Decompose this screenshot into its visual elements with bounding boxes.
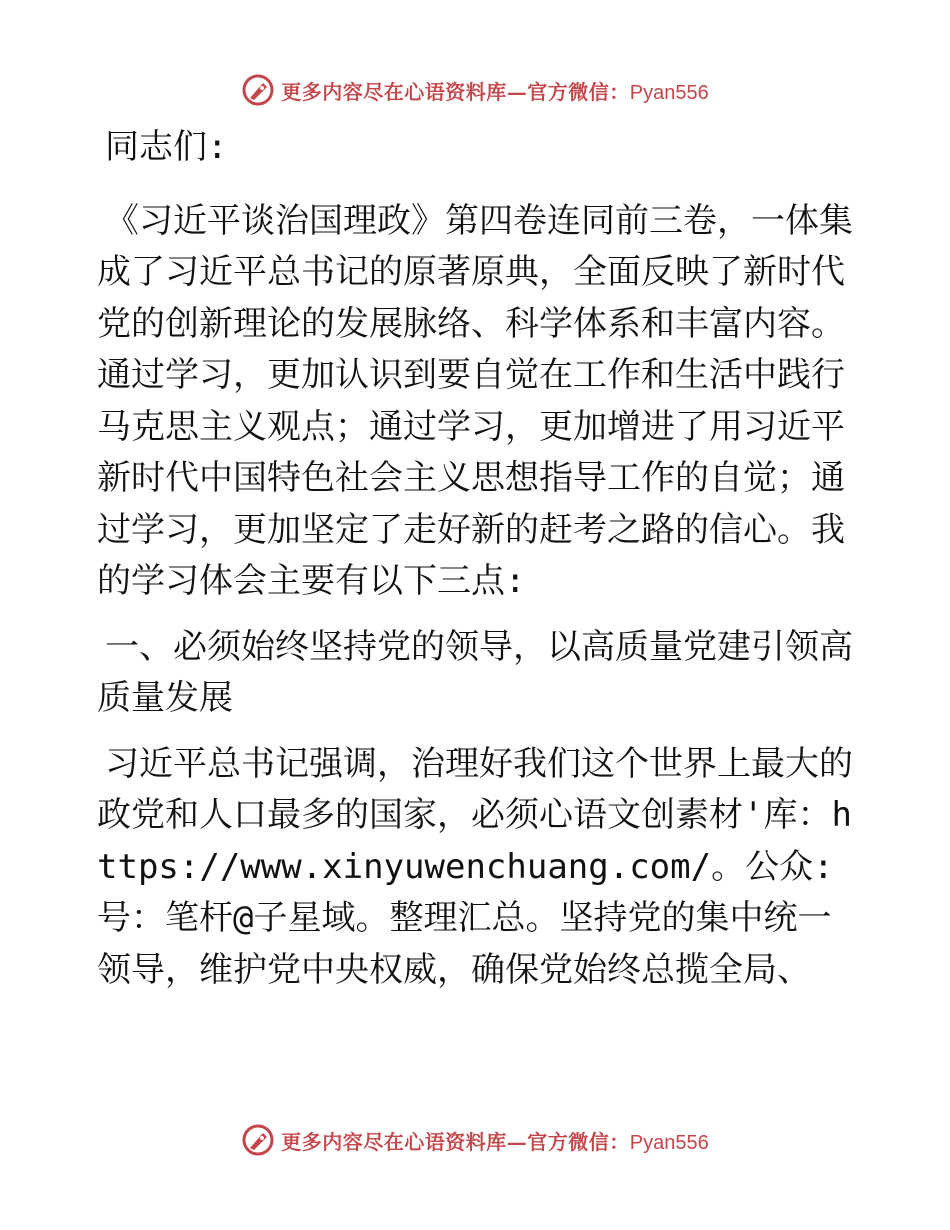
- greeting: 同志们:: [105, 127, 228, 167]
- watermark-text: 更多内容尽在心语资料库—官方微信：Pyan556: [281, 1129, 709, 1154]
- watermark-text: 更多内容尽在心语资料库—官方微信：Pyan556: [281, 79, 709, 104]
- paragraph-section-1: 习近平总书记强调，治理好我们这个世界上最大的政党和人口最多的国家，必须心语文创素材'库：https://www.xinyuwenchuang.com/。公众:号：笔杆@子星域。整理汇总。坚持党的集中统一领导，维护党中央权威，确保党始终总揽全局、: [97, 743, 853, 990]
- paragraph-intro: 《习近平谈治国理政》第四卷连同前三卷，一体集成了习近平总书记的原著原典，全面反映了新时代党的创新理论的发展脉络、科学体系和丰富内容。通过学习，更加认识到要自觉在工作和生活中践行马克思主义观点；通过学习，更加增进了用习近平新时代中国特色社会主义思想指导工作的自觉；通过学习，更加坚定了走好新的赶考之路的信心。我的学习体会主要有以下三点:: [97, 200, 853, 601]
- pen-nib-logo-icon: [241, 1123, 275, 1157]
- footer-watermark: [0, 1120, 950, 1160]
- wechat-id: Pyan556: [629, 81, 709, 104]
- wechat-id: Pyan556: [629, 1131, 709, 1154]
- header-watermark: [0, 70, 950, 110]
- section-heading-1: 一、必须始终坚持党的领导，以高质量党建引领高质量发展: [97, 626, 853, 718]
- document-body: [97, 122, 857, 1010]
- pen-nib-logo-icon: [241, 73, 275, 107]
